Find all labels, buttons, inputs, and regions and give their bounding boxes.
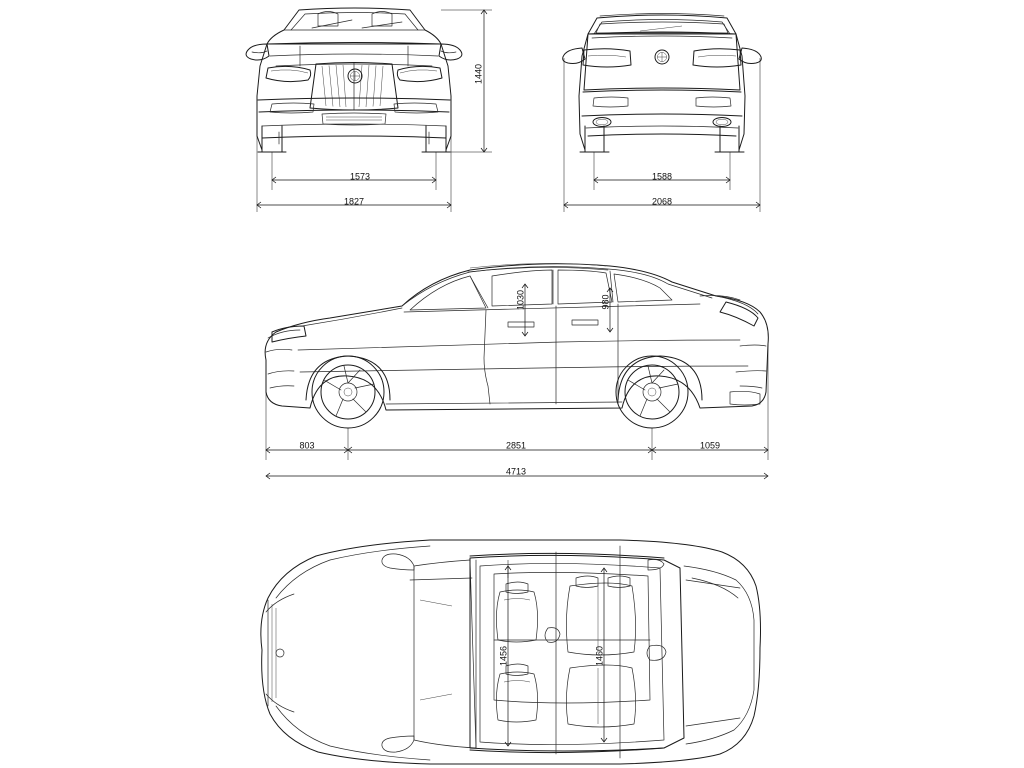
dimension-rear-overhang-label: 1059: [699, 440, 721, 451]
dimension-rear-track-label: 1588: [651, 171, 673, 182]
dimension-rear-track: [594, 152, 730, 190]
dimension-front-headroom: [515, 284, 528, 336]
dimension-front-track: [272, 152, 436, 190]
dimension-rear-headroom-label: 980: [600, 294, 611, 310]
front-view: [246, 8, 492, 212]
dimension-chain-side: [266, 344, 768, 479]
side-view: [265, 263, 768, 479]
dimension-front-overhang-label: 803: [299, 440, 315, 451]
dimension-rear-width-mirrors: [564, 58, 760, 212]
bmw-roundel-rear: [655, 50, 669, 64]
bmw-roundel: [348, 69, 362, 83]
dimension-front-shoulder-room-label: 1456: [498, 645, 509, 667]
dimension-front-height: [441, 10, 492, 152]
dimension-rear-shoulder-room-label: 1460: [594, 645, 605, 667]
dimension-rear-headroom: [600, 288, 613, 332]
dimension-wheelbase-label: 2851: [505, 440, 527, 451]
dimension-front-width-label: 1827: [343, 196, 365, 207]
dimension-front-shoulder-room: [498, 560, 511, 746]
dimension-overall-length-label: 4713: [505, 466, 527, 477]
dimension-front-headroom-label: 1030: [515, 289, 526, 311]
dimension-front-height-label: 1440: [473, 63, 484, 85]
top-view: [261, 540, 761, 764]
dimension-rear-width-mirrors-label: 2068: [651, 196, 673, 207]
dimension-front-track-label: 1573: [349, 171, 371, 182]
rear-view: [563, 14, 762, 213]
